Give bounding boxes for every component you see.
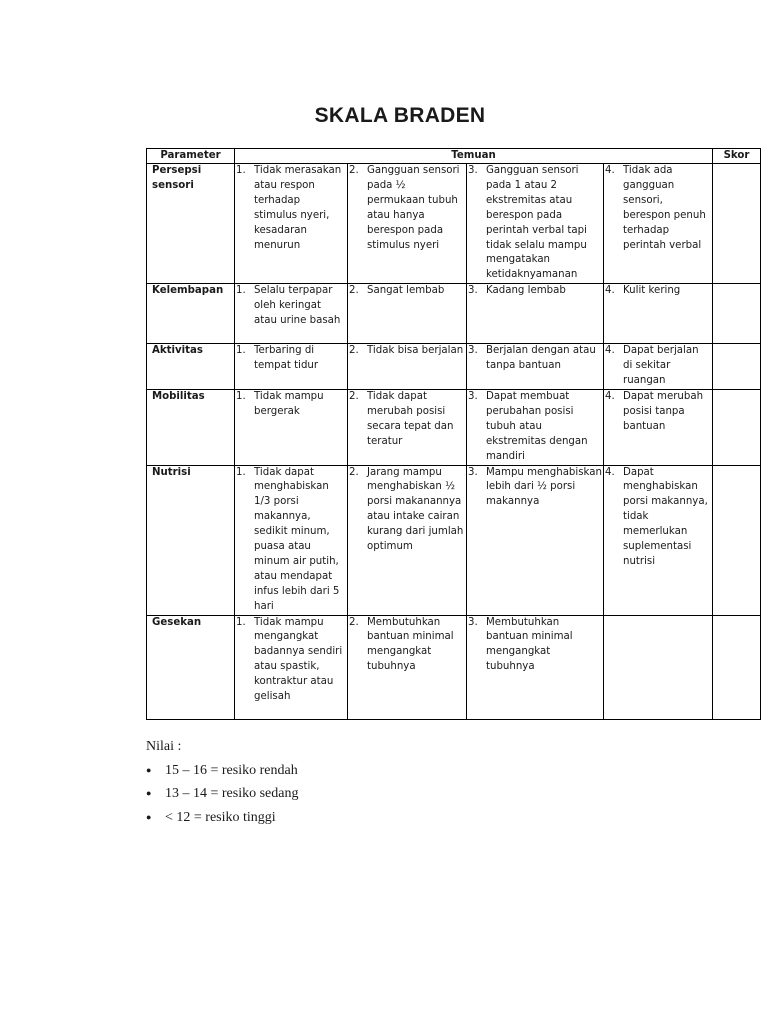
- header-temuan: Temuan: [235, 149, 713, 164]
- finding-cell: [604, 284, 713, 344]
- parameter-cell: Mobilitas: [147, 389, 235, 465]
- finding-number: 4.: [605, 345, 615, 357]
- table-row: [147, 615, 761, 719]
- finding-number: 1.: [236, 165, 246, 176]
- finding-cell: [348, 284, 467, 344]
- finding-text: Tidak mampu bergerak: [254, 390, 324, 417]
- parameter-cell: Aktivitas: [147, 344, 235, 390]
- finding-cell: [235, 615, 348, 719]
- parameter-cell: Persepsi sensori: [147, 164, 235, 284]
- finding-text: Mampu menghabiskan lebih dari ½ porsi makannya: [486, 466, 602, 508]
- finding-number: 2.: [349, 285, 359, 297]
- finding-text: Kulit kering: [623, 285, 681, 297]
- finding-text: Tidak mampu mengangkat badannya sendiri atau spastik, kontraktur atau gelisah: [254, 616, 343, 703]
- braden-scale-table: [146, 148, 761, 720]
- table-row: [147, 389, 761, 465]
- finding-number: 4.: [605, 165, 615, 176]
- score-range-text: 13 – 14 = resiko sedang: [165, 786, 299, 801]
- finding-cell: [348, 615, 467, 719]
- page-title: SKALA BRADEN: [314, 104, 486, 127]
- finding-number: 4.: [605, 285, 615, 297]
- finding-text: Tidak dapat menghabiskan 1/3 porsi makannya, sedikit minum, puasa atau minum air putih, atau mendapat infus lebih dari 5 hari: [254, 466, 340, 612]
- finding-text: Gangguan sensori pada 1 atau 2 ekstremitas atau berespon pada perintah verbal tapi tidak selalu mampu mengatakan ketidaknyamanan: [486, 165, 587, 281]
- bullet-icon: ●: [146, 788, 152, 798]
- parameter-cell: Kelembapan: [147, 284, 235, 344]
- finding-text: Gangguan sensori pada ½ permukaan tubuh atau hanya berespon pada stimulus nyeri: [367, 165, 460, 251]
- finding-number: 2.: [349, 466, 359, 478]
- finding-text: Membutuhkan bantuan minimal mengangkat tubuhnya: [367, 616, 454, 673]
- finding-text: Dapat merubah posisi tanpa bantuan: [623, 390, 704, 432]
- finding-cell: [604, 344, 713, 390]
- finding-text: Dapat membuat perubahan posisi tubuh atau ekstremitas dengan mandiri: [486, 390, 588, 462]
- finding-cell: [348, 344, 467, 390]
- list-item: [146, 759, 299, 783]
- finding-text: Tidak bisa berjalan: [367, 345, 464, 357]
- finding-cell: [467, 465, 604, 615]
- finding-number: 3.: [468, 390, 478, 402]
- table-row: [147, 284, 761, 344]
- parameter-cell: Nutrisi: [147, 465, 235, 615]
- bullet-icon: ●: [146, 811, 152, 822]
- finding-number: 1.: [236, 466, 246, 478]
- finding-number: 1.: [236, 285, 246, 297]
- score-range-text: 15 – 16 = resiko rendah: [165, 762, 298, 778]
- score-legend-list: [146, 759, 299, 830]
- finding-cell: [348, 465, 467, 615]
- score-legend-label: Nilai :: [146, 739, 182, 754]
- list-item: [146, 806, 299, 830]
- list-item: [146, 782, 299, 806]
- finding-cell: [235, 284, 348, 344]
- finding-number: 1.: [236, 390, 246, 402]
- finding-cell: [467, 344, 604, 390]
- score-range-text: < 12 = resiko tinggi: [165, 809, 276, 825]
- finding-text: Membutuhkan bantuan minimal mengangkat tubuhnya: [486, 616, 573, 673]
- finding-number: 4.: [605, 390, 615, 402]
- parameter-cell: Gesekan: [147, 615, 235, 719]
- finding-cell: [235, 164, 348, 284]
- finding-text: Tidak dapat merubah posisi secara tepat dan teratur: [367, 390, 454, 447]
- skor-cell[interactable]: [713, 465, 761, 615]
- finding-text: Jarang mampu menghabiskan ½ porsi makanannya atau intake cairan kurang dari jumlah optimum: [367, 466, 464, 553]
- finding-number: 2.: [349, 390, 359, 402]
- finding-number: 2.: [349, 165, 359, 176]
- finding-number: 1.: [236, 616, 246, 628]
- finding-number: 3.: [468, 616, 478, 628]
- table-row: [147, 164, 761, 284]
- finding-text: Berjalan dengan atau tanpa bantuan: [486, 345, 596, 372]
- finding-cell: [235, 465, 348, 615]
- score-legend: [146, 735, 299, 829]
- finding-number: 1.: [236, 345, 246, 357]
- finding-cell: [467, 615, 604, 719]
- finding-cell: [235, 389, 348, 465]
- finding-number: 3.: [468, 285, 478, 297]
- finding-number: 2.: [349, 345, 359, 357]
- finding-cell: [467, 284, 604, 344]
- finding-cell: [348, 389, 467, 465]
- skor-cell[interactable]: [713, 164, 761, 284]
- finding-cell: [348, 164, 467, 284]
- finding-cell: [604, 389, 713, 465]
- finding-text: Kadang lembab: [486, 285, 566, 297]
- finding-cell: [604, 465, 713, 615]
- table-row: [147, 344, 761, 390]
- finding-cell: [604, 615, 713, 719]
- table-row: [147, 465, 761, 615]
- skor-cell[interactable]: [713, 389, 761, 465]
- header-skor: Skor: [713, 149, 761, 164]
- finding-cell: [467, 389, 604, 465]
- finding-cell: [604, 164, 713, 284]
- finding-text: Tidak ada gangguan sensori, berespon penuh terhadap perintah verbal: [623, 165, 706, 251]
- table-header-row: [147, 149, 761, 164]
- finding-text: Tidak merasakan atau respon terhadap stimulus nyeri, kesadaran menurun: [254, 165, 342, 251]
- skor-cell[interactable]: [713, 284, 761, 344]
- finding-text: Selalu terpapar oleh keringat atau urine basah: [254, 285, 341, 327]
- header-parameter: Parameter: [147, 149, 235, 164]
- finding-text: Dapat menghabiskan porsi makannya, tidak memerlukan suplementasi nutrisi: [623, 466, 708, 567]
- finding-text: Dapat berjalan di sekitar ruangan: [623, 345, 699, 387]
- finding-number: 4.: [605, 466, 615, 478]
- finding-text: Terbaring di tempat tidur: [254, 345, 319, 372]
- finding-number: 3.: [468, 345, 478, 357]
- finding-text: Sangat lembab: [367, 285, 445, 297]
- bullet-icon: ●: [146, 764, 152, 775]
- skor-cell[interactable]: [713, 615, 761, 719]
- finding-number: 3.: [468, 165, 478, 176]
- finding-cell: [467, 164, 604, 284]
- skor-cell[interactable]: [713, 344, 761, 390]
- finding-cell: [235, 344, 348, 390]
- finding-number: 2.: [349, 616, 359, 628]
- finding-number: 3.: [468, 466, 478, 478]
